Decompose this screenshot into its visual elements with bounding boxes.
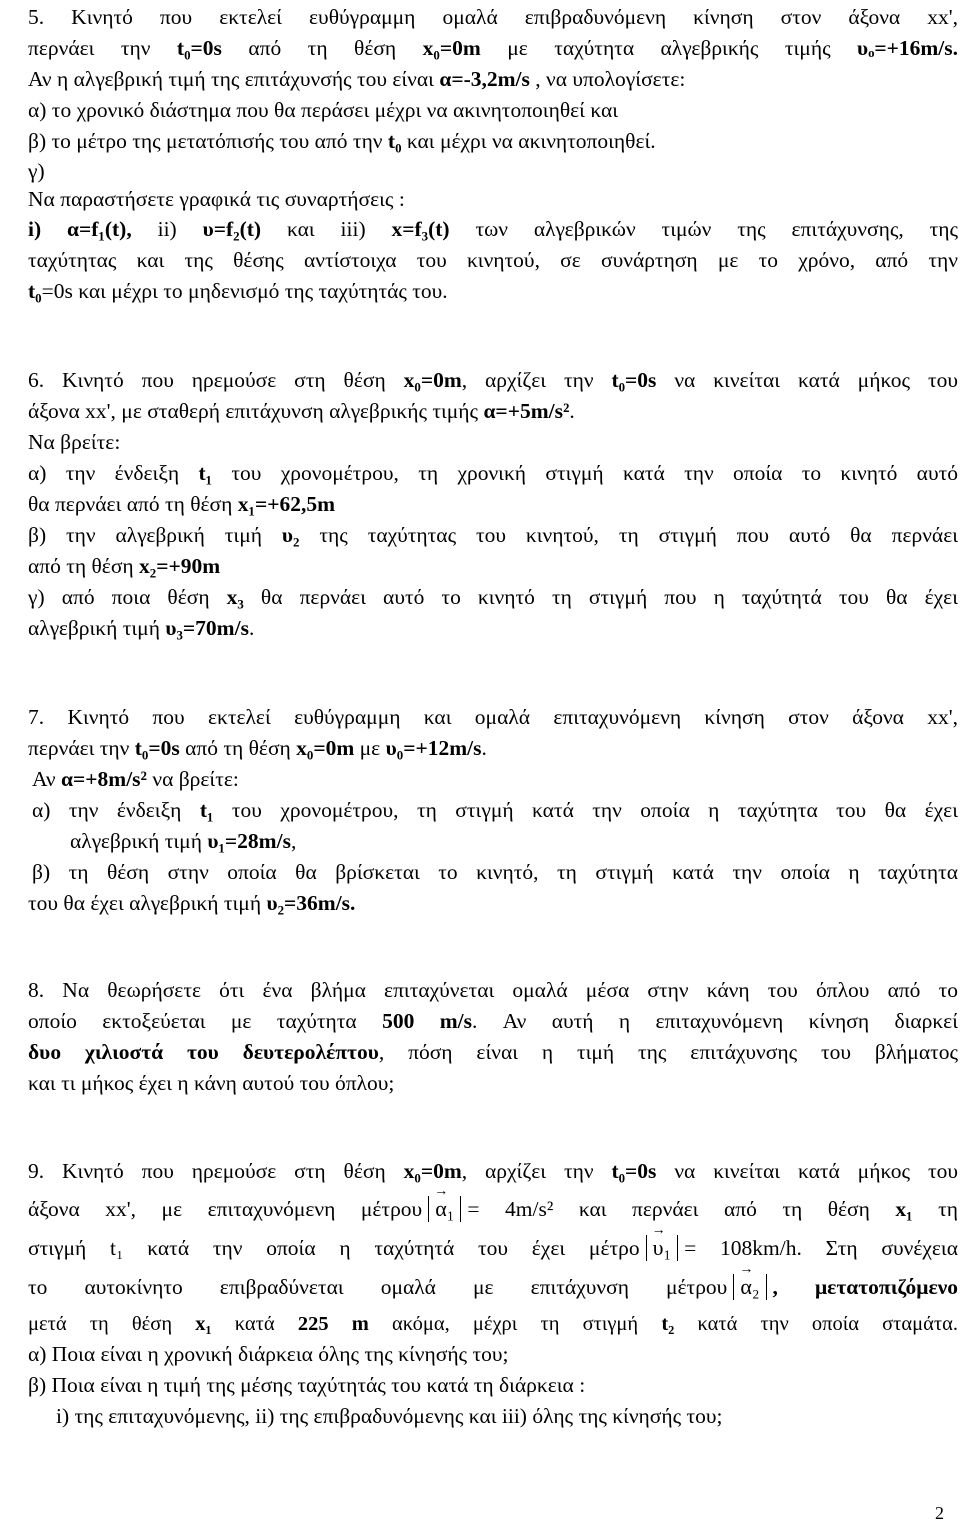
p6-line-3: Να βρείτε:: [28, 430, 121, 454]
vector-v1: → υ₁: [646, 1235, 679, 1261]
p7-line-5: αλγεβρική τιμή υ₁=28m/s,: [70, 829, 297, 853]
vector-a1: → α₁: [428, 1196, 461, 1222]
p9-line-3: στιγμή t₁ κατά την οποία η ταχύτητά του έχει μέτρο→ υ₁ = 108km/h. Στη συνέχεια: [28, 1233, 958, 1263]
p7-line-1: 7. Κινητό που εκτελεί ευθύγραμμη και ομαλά επιταχυνόμενη κίνηση στον άξονα xx',: [28, 705, 958, 729]
p8-line-1: 8. Να θεωρήσετε ότι ένα βλήμα επιταχύνεται ομαλά μέσα στην κάνη του όπλου από το: [28, 978, 958, 1002]
p6-line-9: αλγεβρική τιμή υ₃=70m/s.: [28, 616, 255, 640]
p5-line-10: t₀=0s και μέχρι το μηδενισμό της ταχύτητάς του.: [28, 279, 448, 303]
p5-line-2: περνάει την t₀=0s από τη θέση x₀=0m με ταχύτητα αλγεβρικής τιμής υₒ=+16m/s.: [28, 36, 958, 60]
p7-line-3: Αν α=+8m/s² να βρείτε:: [32, 767, 239, 791]
vector-a2: → α₂: [733, 1274, 766, 1300]
p8-line-3: δυο χιλιοστά του δευτερολέπτου, πόση είναι η τιμή της επιτάχυνσης του βλήματος: [28, 1040, 958, 1064]
p9-line-2: άξονα xx', με επιταχυνόμενη μέτρου→ α₁ = 4m/s² και περνάει από τη θέση x₁ τη: [28, 1194, 958, 1224]
p7-line-7: του θα έχει αλγεβρική τιμή υ₂=36m/s.: [28, 891, 356, 915]
p9-line-1: 9. Κινητό που ηρεμούσε στη θέση x₀=0m, αρχίζει την t₀=0s να κινείται κατά μήκος του: [28, 1159, 959, 1183]
p5-line-6: γ): [28, 159, 45, 183]
p9-line-7: β) Ποια είναι η τιμή της μέσης ταχύτητάς του κατά τη διάρκεια :: [28, 1373, 586, 1397]
p5-line-4: α) το χρονικό διάστημα που θα περάσει μέχρι να ακινητοποιηθεί και: [28, 98, 619, 122]
p9-line-5: μετά τη θέση x₁ κατά 225 m ακόμα, μέχρι τη στιγμή t₂ κατά την οποία σταμάτα.: [28, 1313, 958, 1335]
p5-line-5: β) το μέτρο της μετατόπισής του από την t₀ και μέχρι να ακινητοποιηθεί.: [28, 129, 656, 153]
p5-line-3: Αν η αλγεβρική τιμή της επιτάχυνσής του είναι α=-3,2m/s , να υπολογίσετε:: [28, 67, 686, 91]
p6-line-4: α) την ένδειξη t₁ του χρονομέτρου, τη χρονική στιγμή κατά την οποία το κινητό αυτό: [28, 461, 958, 485]
p9-line-4: το αυτοκίνητο επιβραδύνεται ομαλά με επιτάχυνση μέτρου→ α₂ , μετατοπιζόμενο: [28, 1272, 958, 1302]
p6-line-7: από τη θέση x₂=+90m: [28, 554, 221, 578]
p7-line-2: περνάει την t₀=0s από τη θέση x₀=0m με υ₀=+12m/s.: [28, 736, 487, 760]
p6-line-2: άξονα xx', με σταθερή επιτάχυνση αλγεβρικής τιμής α=+5m/s².: [28, 399, 575, 423]
p5-line-9: ταχύτητας και της θέσης αντίστοιχα του κινητού, σε συνάρτηση με το χρόνο, από την: [28, 248, 958, 272]
page-number: 2: [935, 1503, 944, 1523]
p6-line-5: θα περνάει από τη θέση x₁=+62,5m: [28, 492, 335, 516]
p7-line-6: β) τη θέση στην οποία θα βρίσκεται το κινητό, τη στιγμή κατά την οποία η ταχύτητα: [32, 860, 958, 884]
p6-line-8: γ) από ποια θέση x₃ θα περνάει αυτό το κινητό τη στιγμή που η ταχύτητά του θα έχει: [28, 585, 958, 609]
p9-line-6: α) Ποια είναι η χρονική διάρκεια όλης της κίνησής του;: [28, 1342, 509, 1366]
p8-line-2: οποίο εκτοξεύεται με ταχύτητα 500 m/s. Αν αυτή η επιταχυνόμενη κίνηση διαρκεί: [28, 1009, 958, 1033]
p8-line-4: και τι μήκος έχει η κάνη αυτού του όπλου;: [28, 1071, 395, 1095]
p7-line-4: α) την ένδειξη t₁ του χρονομέτρου, τη στιγμή κατά την οποία η ταχύτητα του θα έχει: [32, 798, 958, 822]
p6-line-1: 6. Κινητό που ηρεμούσε στη θέση x₀=0m, αρχίζει την t₀=0s να κινείται κατά μήκος του: [28, 368, 959, 392]
p6-line-6: β) την αλγεβρική τιμή υ₂ της ταχύτητας του κινητού, τη στιγμή που αυτό θα περνάει: [28, 523, 959, 547]
p5-line-8: i) α=f₁(t), ii) υ=f₂(t) και iii) x=f₃(t) των αλγεβρικών τιμών της επιτάχυνσης, της: [28, 217, 959, 241]
p9-line-8: i) της επιταχυνόμενης, ii) της επιβραδυνόμενης και iii) όλης της κίνησής του;: [56, 1404, 723, 1428]
p5-line-1: 5. Κινητό που εκτελεί ευθύγραμμη ομαλά επιβραδυνόμενη κίνηση στον άξονα xx',: [28, 5, 958, 29]
p5-line-7: Να παραστήσετε γραφικά τις συναρτήσεις :: [28, 187, 405, 211]
